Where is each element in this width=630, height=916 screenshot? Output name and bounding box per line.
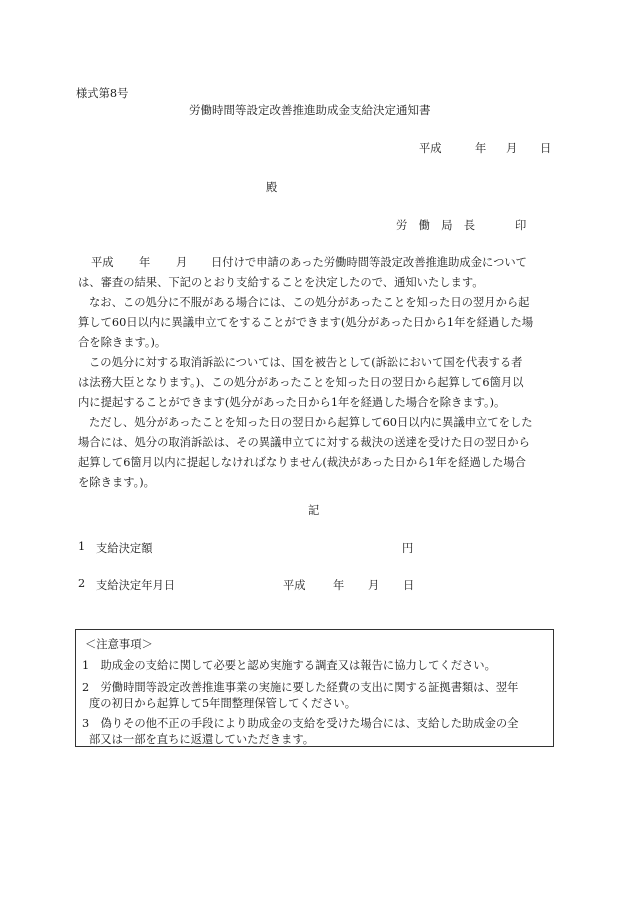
para4-line2: 場合には、処分の取消訴訟は、その異議申立てに対する裁決の送達を受けた日の翌日から bbox=[78, 436, 530, 449]
note-2-line1: 2 労働時間等設定改善推進事業の実施に要した経費の支出に関する証拠書類は、翌年 bbox=[82, 681, 519, 694]
note-3-line1: 3 偽りその他不正の手段により助成金の支給を受けた場合には、支給した助成金の全 bbox=[82, 717, 519, 730]
item-1-value: 円 bbox=[402, 542, 414, 555]
para1-year: 年 bbox=[139, 256, 151, 269]
para1-line2: は、審査の結果、下記のとおり支給することを決定したので、通知いたします。 bbox=[78, 276, 484, 289]
date-day: 日 bbox=[540, 142, 552, 155]
para4-line1: ただし、処分があったことを知った日の翌日から起算して60日以内に異議申立てをした bbox=[89, 416, 533, 429]
date-year: 年 bbox=[475, 142, 487, 155]
item-2-era: 平成 bbox=[283, 579, 306, 592]
form-number: 様式第8号 bbox=[76, 87, 129, 100]
para1-line1-rest: 日付けで申請のあった労働時間等設定改善推進助成金について bbox=[211, 256, 527, 269]
para2-line1: なお、この処分に不服がある場合には、この処分があったことを知った日の翌月から起 bbox=[89, 296, 530, 309]
item-2-month: 月 bbox=[368, 579, 380, 592]
date-month: 月 bbox=[506, 142, 518, 155]
para3-line2: は法務大臣となります。)、この処分があったことを知った日の翌日から起算して6箇月以 bbox=[78, 376, 524, 389]
notes-heading: ＜注意事項＞ bbox=[85, 638, 153, 651]
addressee-suffix: 殿 bbox=[266, 181, 278, 194]
item-2-label: 支給決定年月日 bbox=[96, 579, 176, 592]
para1-month: 月 bbox=[176, 256, 188, 269]
para3-line1: この処分に対する取消訴訟については、国を被告として(訴訟において国を代表する者 bbox=[89, 356, 523, 369]
para3-line3: 内に提起することができます(処分があった日から1年を経過した場合を除きます。)。 bbox=[78, 396, 506, 409]
para4-line3: 起算して6箇月以内に提起しなければなりません(裁決があった日から1年を経過した場合 bbox=[78, 456, 526, 469]
issuer-seal: 印 bbox=[515, 219, 527, 232]
ki-heading: 記 bbox=[308, 504, 320, 517]
note-3-line2: 部又は一部を直ちに返還していただきます。 bbox=[89, 733, 315, 746]
para1-era: 平成 bbox=[91, 256, 114, 269]
document-title: 労働時間等設定改善推進助成金支給決定通知書 bbox=[189, 103, 431, 117]
item-2-day: 日 bbox=[403, 579, 415, 592]
para2-line3: 合を除きます。)。 bbox=[78, 336, 167, 349]
note-2-line2: 度の初日から起算して5年間整理保管してください。 bbox=[89, 697, 357, 710]
item-1-label: 支給決定額 bbox=[96, 542, 153, 555]
item-2-number: 2 bbox=[78, 577, 86, 590]
note-1: 1 助成金の支給に関して必要と認め実施する調査又は報告に協力してください。 bbox=[82, 659, 496, 672]
para4-line4: を除きます。)。 bbox=[78, 476, 155, 489]
item-1-number: 1 bbox=[78, 540, 86, 553]
notes-box bbox=[75, 629, 554, 747]
item-2-year: 年 bbox=[333, 579, 345, 592]
date-era: 平成 bbox=[419, 142, 442, 155]
issuer-name: 労 働 局 長 bbox=[396, 219, 476, 232]
para2-line2: 算して60日以内に異議申立てをすることができます(処分があった日から1年を経過した場 bbox=[78, 316, 534, 329]
